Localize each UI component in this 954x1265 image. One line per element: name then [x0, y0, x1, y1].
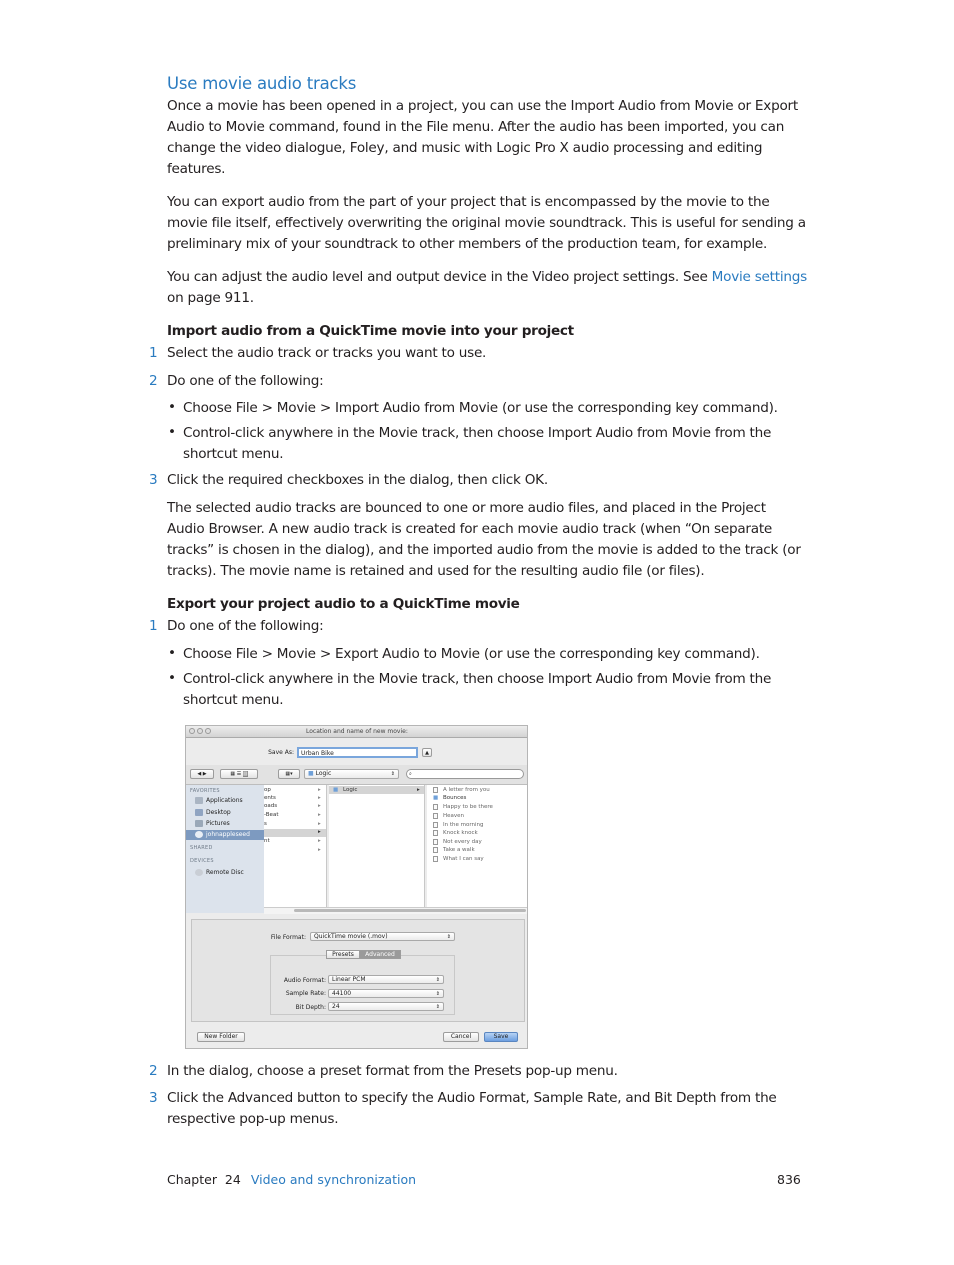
import-step-number: 2: [149, 373, 158, 389]
pictures-icon: [195, 820, 203, 827]
column-item[interactable]: -Beat: [264, 812, 279, 818]
folder-item[interactable]: Bounces: [443, 795, 467, 801]
file-icon: [433, 847, 438, 853]
updown-icon: ⇕: [435, 991, 440, 997]
disc-icon: [195, 869, 203, 876]
import-step-number: 3: [149, 472, 158, 488]
finder-sidebar: [186, 785, 265, 913]
import-step-1: Select the audio track or tracks you want to use.: [167, 345, 487, 361]
disclosure-icon: ▸: [318, 847, 321, 853]
import-step-2: Do one of the following:: [167, 373, 324, 389]
export-step-number: 3: [149, 1090, 158, 1106]
import-bullet-2: Control-click anywhere in the Movie track, then choose Import Audio from Movie from the shortcut menu.: [183, 425, 772, 462]
movie-settings-link[interactable]: Movie settings: [711, 269, 807, 285]
import-step-number: 1: [149, 345, 158, 361]
export-bullet-1: Choose File > Movie > Export Audio to Movie (or use the corresponding key command).: [183, 646, 760, 662]
file-format-popup[interactable]: QuickTime movie (.mov) ⇕: [310, 932, 455, 941]
export-step-1: Do one of the following:: [167, 618, 324, 634]
folder-icon: ■: [333, 787, 339, 793]
import-subheading: Import audio from a QuickTime movie into your project: [167, 323, 574, 339]
page-number: 836: [777, 1172, 801, 1187]
chapter-label: Chapter 24: [167, 1172, 241, 1187]
close-icon[interactable]: [189, 728, 195, 734]
list-view-icon: ☰: [236, 771, 242, 777]
applications-icon: [195, 797, 203, 804]
sidebar-item-pictures[interactable]: Pictures: [206, 820, 230, 827]
file-icon: [433, 822, 438, 828]
new-folder-button[interactable]: New Folder: [197, 1032, 245, 1042]
updown-icon: ⇕: [446, 934, 451, 940]
column-item-logic[interactable]: Logic: [343, 787, 358, 793]
devices-header: DEVICES: [190, 858, 214, 864]
export-step-3: Click the Advanced button to specify the Audio Format, Sample Rate, and Bit Depth from the respective pop-up menus.: [167, 1090, 777, 1127]
export-paragraph: You can export audio from the part of your project that is encompassed by the movie to the movie file itself, effectively overwriting the original movie soundtrack. This is useful for sending a preliminary mix of your soundtrack to other members of the production team, for example.: [167, 194, 806, 252]
save-movie-dialog: [185, 725, 528, 1049]
intro-paragraph: Once a movie has been opened in a project, you can use the Import Audio from Movie or Export Audio to Movie command, found in the File menu. After the audio has been imported, you can change the video dialogue, Foley, and music with Logic Pro X audio processing and editing features.: [167, 98, 798, 177]
disclosure-icon: ▸: [318, 803, 321, 809]
sidebar-item-remote-disc[interactable]: Remote Disc: [206, 869, 244, 876]
export-subheading: Export your project audio to a QuickTime movie: [167, 596, 520, 612]
forward-icon: ▶: [202, 771, 207, 777]
file-icon: [433, 839, 438, 845]
file-item[interactable]: Not every day: [443, 839, 482, 845]
browser-column-2: [329, 785, 425, 907]
search-input[interactable]: [406, 769, 524, 779]
file-item[interactable]: Happy to be there: [443, 804, 493, 810]
save-as-label: Save As:: [268, 749, 294, 756]
sidebar-item-applications[interactable]: Applications: [206, 797, 243, 804]
disclosure-icon: ▸: [318, 812, 321, 818]
horizontal-scrollbar[interactable]: [264, 907, 528, 914]
file-item[interactable]: In the morning: [443, 822, 484, 828]
favorites-header: FAVORITES: [190, 788, 220, 794]
sidebar-item-desktop[interactable]: Desktop: [206, 809, 231, 816]
file-item[interactable]: A letter from you: [443, 787, 490, 793]
minimize-icon[interactable]: [197, 728, 203, 734]
location-popup[interactable]: ■ Logic ⇕: [304, 769, 399, 779]
chapter-title-link[interactable]: Video and synchronization: [250, 1172, 417, 1187]
updown-icon: ⇕: [435, 1004, 440, 1010]
file-item[interactable]: What I can say: [443, 856, 484, 862]
bullet-marker: •: [168, 670, 177, 686]
tab-presets[interactable]: Presets: [326, 950, 360, 959]
tab-advanced[interactable]: Advanced: [359, 950, 401, 959]
audio-format-label: Audio Format:: [283, 977, 326, 984]
chevron-up-icon: ▲: [425, 750, 429, 756]
browser-toolbar: [186, 765, 527, 785]
export-step-number: 1: [149, 618, 158, 634]
sample-rate-popup[interactable]: 44100 ⇕: [328, 989, 444, 998]
bit-depth-label: Bit Depth:: [295, 1004, 326, 1011]
file-icon: [433, 813, 438, 819]
sample-rate-label: Sample Rate:: [285, 990, 326, 997]
dialog-title: Location and name of new movie:: [306, 728, 408, 735]
file-item[interactable]: Heaven: [443, 813, 465, 819]
column-item[interactable]: nt: [264, 838, 270, 844]
icon-view-icon: ▦: [230, 771, 236, 777]
file-item[interactable]: Take a walk: [443, 847, 475, 853]
shared-header: SHARED: [190, 845, 213, 851]
browser-column-3: [427, 785, 527, 907]
column-selection: [264, 829, 326, 837]
import-step-3: Click the required checkboxes in the dialog, then click OK.: [167, 472, 548, 488]
home-icon: [195, 831, 203, 838]
zoom-icon[interactable]: [205, 728, 211, 734]
save-button[interactable]: Save: [484, 1032, 518, 1042]
column-item[interactable]: ents: [264, 795, 276, 801]
back-forward-button[interactable]: [190, 769, 214, 779]
folder-icon: ■: [308, 770, 314, 777]
disclosure-icon: ▸: [318, 838, 321, 844]
expand-dialog-button[interactable]: [422, 748, 432, 757]
disclosure-icon: ▸: [417, 787, 420, 793]
column-view-icon: ▥: [242, 771, 248, 777]
file-icon: [433, 830, 438, 836]
export-step-2: In the dialog, choose a preset format from the Presets pop-up menu.: [167, 1063, 618, 1079]
disclosure-icon: ▸: [318, 821, 321, 827]
updown-icon: ⇕: [435, 977, 440, 983]
desktop-icon: [195, 809, 203, 816]
browser-column-1: [264, 785, 327, 907]
bullet-marker: •: [168, 424, 177, 440]
file-icon: [433, 856, 438, 862]
sidebar-item-home[interactable]: johnappleseed: [206, 831, 250, 838]
bit-depth-popup[interactable]: 24 ⇕: [328, 1002, 444, 1011]
bullet-marker: •: [168, 399, 177, 415]
disclosure-icon: ▸: [318, 787, 321, 793]
bullet-marker: •: [168, 645, 177, 661]
options-panel: [191, 919, 525, 1022]
disclosure-icon: ▸: [318, 829, 321, 835]
back-icon: ◀: [197, 771, 202, 777]
column-item[interactable]: s: [264, 821, 267, 827]
column-item[interactable]: oads: [264, 803, 278, 809]
dialog-titlebar: [186, 726, 527, 738]
cancel-button[interactable]: Cancel: [443, 1032, 479, 1042]
import-result-paragraph: The selected audio tracks are bounced to one or more audio files, and placed in the Project Audio Browser. A new audio track is created for each movie audio track (when “On separate tracks” is chosen in the dialog), and the imported audio from the movie is added to the track (or tracks). The movie name is retained and used for the resulting audio file (or files).: [167, 500, 801, 579]
page-footer: [167, 1172, 416, 1187]
export-bullet-2: Control-click anywhere in the Movie track, then choose Import Audio from Movie from the shortcut menu.: [183, 671, 772, 708]
scrollbar-thumb[interactable]: [294, 909, 526, 912]
save-as-input[interactable]: Urban Bike: [297, 747, 418, 758]
disclosure-icon: ▸: [318, 795, 321, 801]
file-icon: [433, 787, 438, 793]
file-icon: [433, 804, 438, 810]
import-bullet-1: Choose File > Movie > Import Audio from Movie (or use the corresponding key command).: [183, 400, 778, 416]
section-heading: Use movie audio tracks: [167, 74, 357, 93]
view-mode-buttons[interactable]: [220, 769, 258, 779]
export-step-number: 2: [149, 1063, 158, 1079]
arrange-button[interactable]: [278, 769, 300, 779]
arrange-icon: ▦▾: [285, 771, 293, 777]
file-format-label: File Format:: [270, 934, 306, 941]
folder-icon: ■: [433, 795, 439, 801]
file-item[interactable]: Knock knock: [443, 830, 478, 836]
updown-icon: ⇕: [390, 771, 395, 777]
search-icon: ⌕: [409, 771, 412, 777]
audio-format-popup[interactable]: Linear PCM ⇕: [328, 975, 444, 984]
column-item[interactable]: op: [264, 787, 271, 793]
adjust-paragraph: You can adjust the audio level and output device in the Video project settings. See Movie settings on page 911.: [167, 269, 807, 306]
